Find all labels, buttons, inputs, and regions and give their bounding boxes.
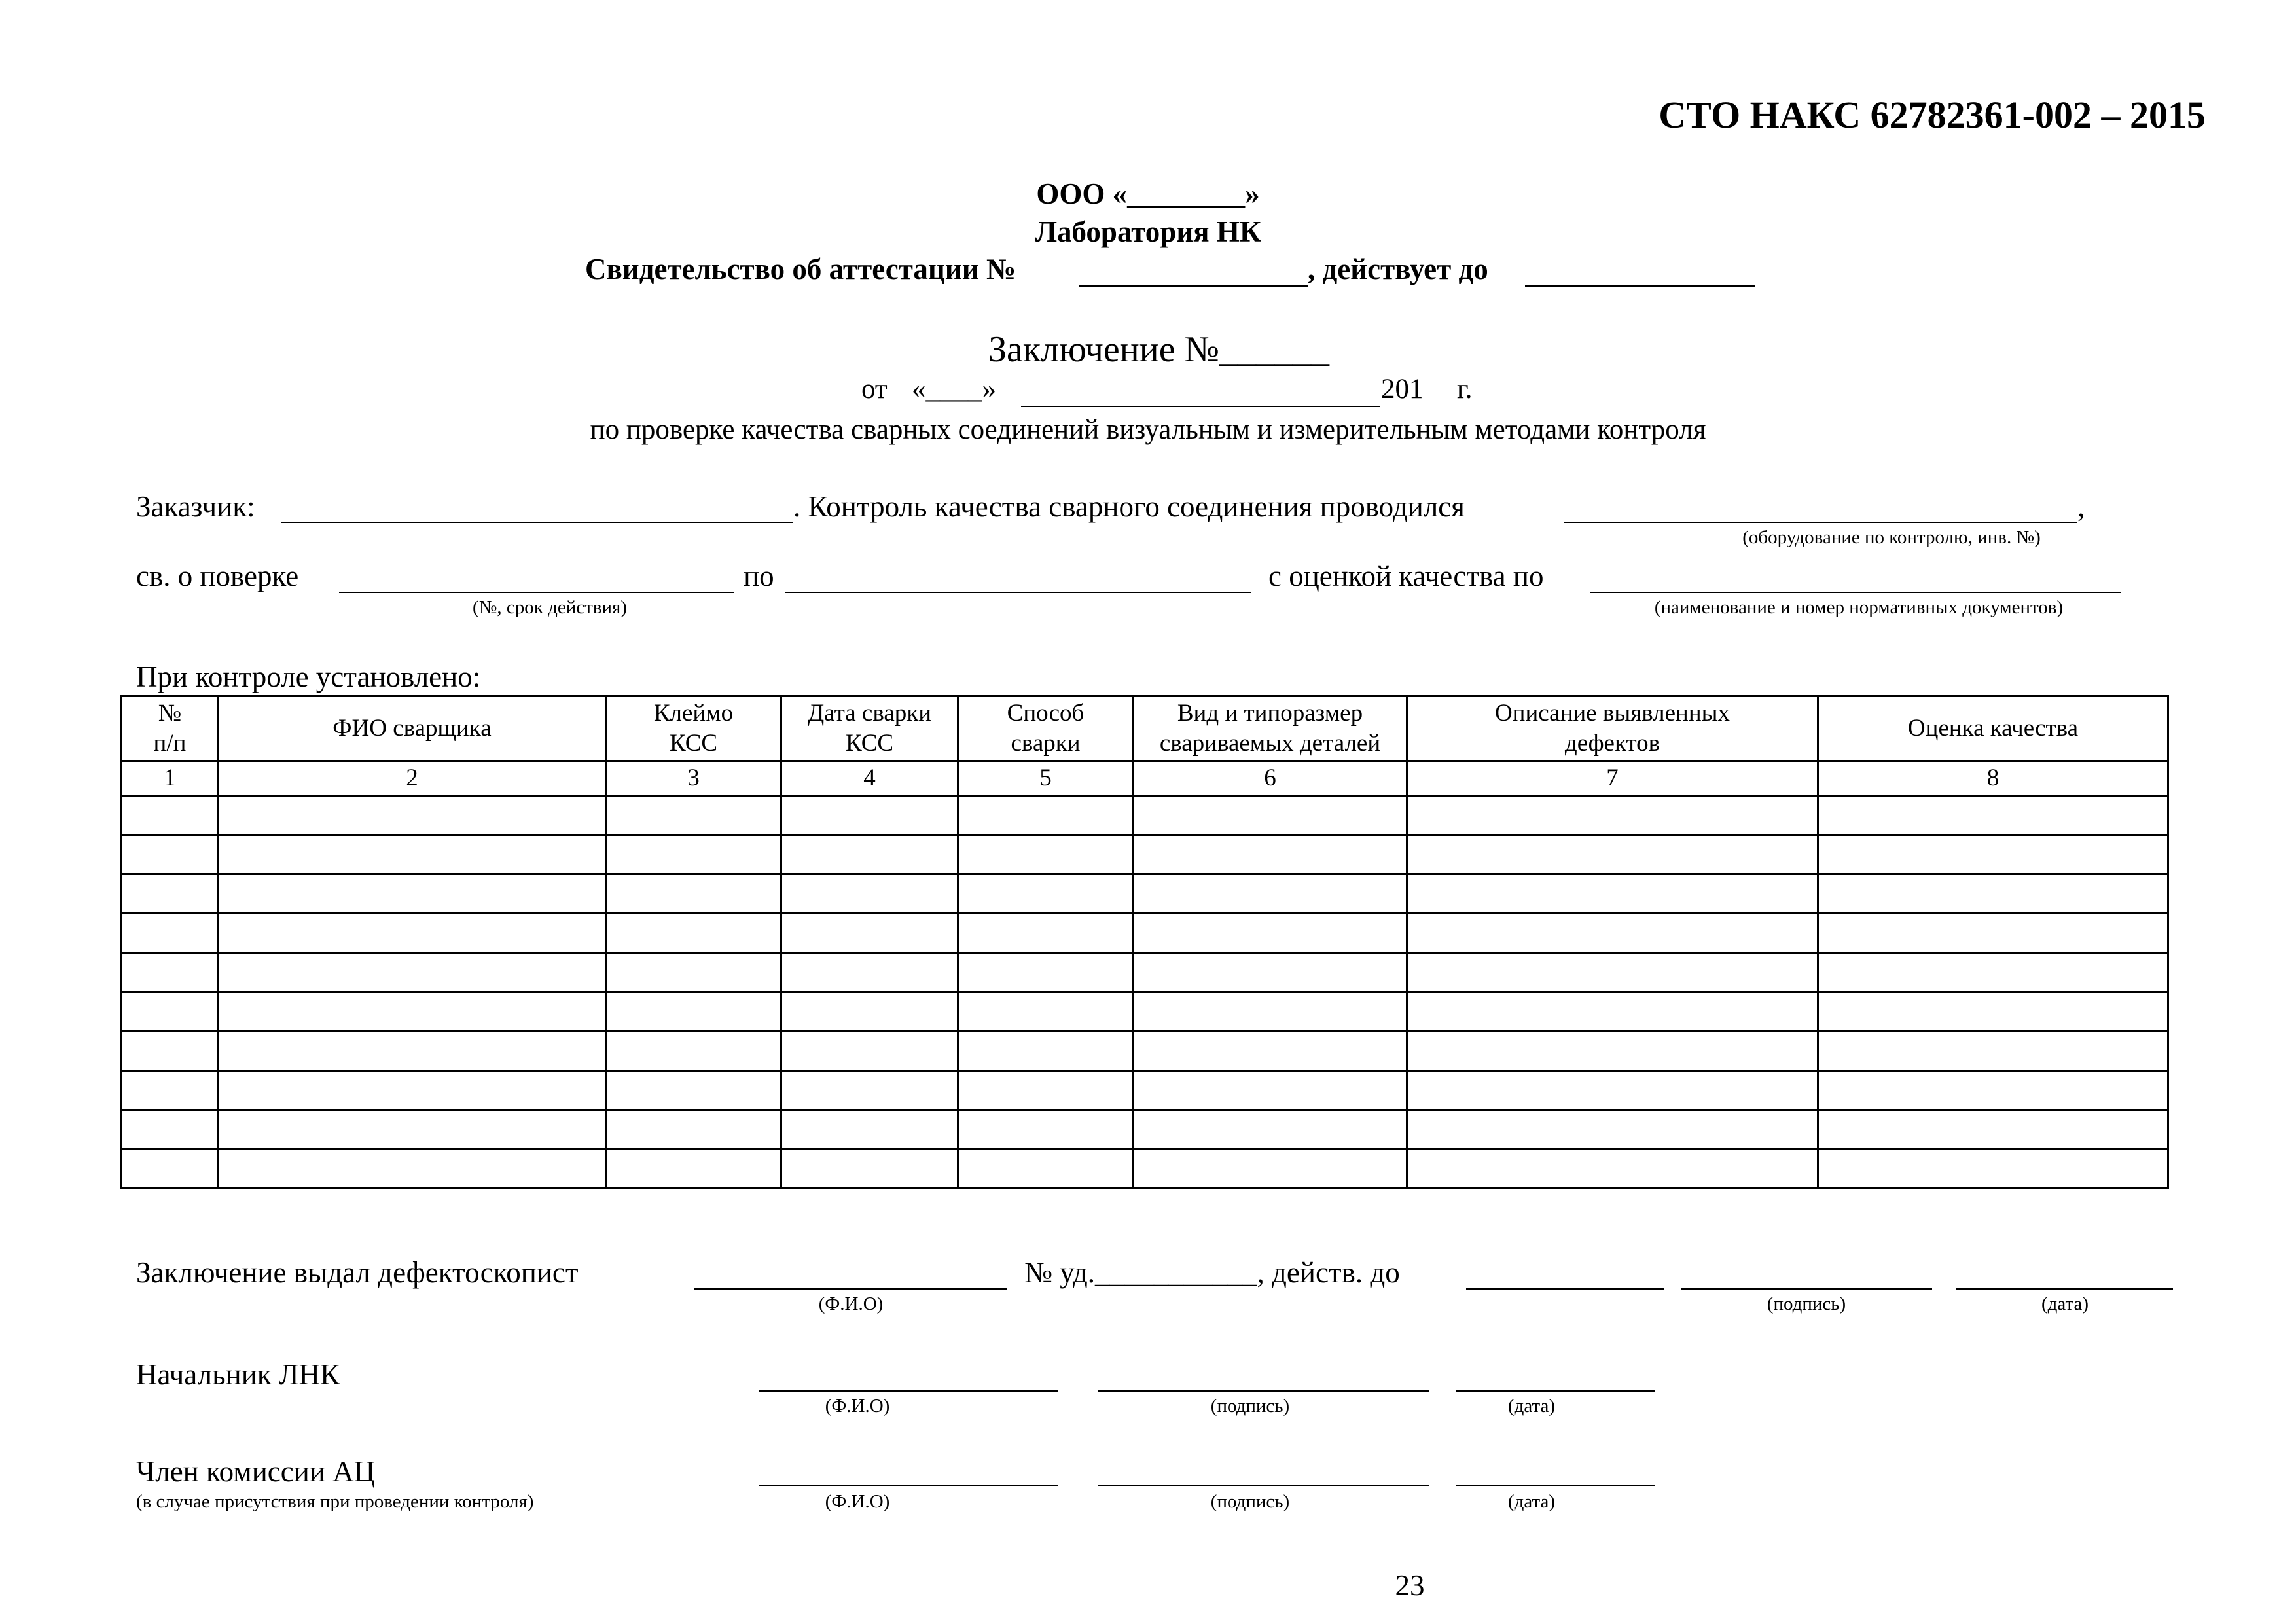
issuer-fio-caption: (Ф.И.О) <box>818 1293 884 1314</box>
table-cell <box>1818 1032 2168 1071</box>
issuer-label: Заключение выдал дефектоскопист <box>136 1256 579 1289</box>
table-cell <box>1818 914 2168 953</box>
member-sign-line <box>1098 1485 1429 1486</box>
table-cell <box>1134 992 1407 1032</box>
column-number: 4 <box>781 761 958 796</box>
table-cell <box>1407 1071 1818 1110</box>
table-cell <box>1407 992 1818 1032</box>
table-row <box>122 1149 2168 1189</box>
table-cell <box>958 1071 1134 1110</box>
member-note: (в случае присутствия при проведении контроля) <box>136 1491 534 1512</box>
column-number: 8 <box>1818 761 2168 796</box>
table-cell <box>219 875 606 914</box>
equipment-line <box>1564 522 2077 523</box>
table-row <box>122 1110 2168 1149</box>
table-cell <box>958 1110 1134 1149</box>
laboratory-name: Лаборатория НК <box>1035 215 1261 248</box>
certificate-valid-label: , действует до <box>1308 253 1488 285</box>
table-cell <box>122 1110 219 1149</box>
table-header-row <box>122 696 2168 761</box>
table-cell <box>781 914 958 953</box>
table-cell <box>1134 875 1407 914</box>
col-header-weld-method: Способ сварки <box>958 696 1134 761</box>
table-cell <box>606 953 781 992</box>
table-cell <box>122 1149 219 1189</box>
date-suffix: г. <box>1457 374 1473 405</box>
table-cell <box>606 1110 781 1149</box>
head-sign-caption: (подпись) <box>1210 1396 1290 1416</box>
table-cell <box>1407 796 1818 835</box>
table-cell <box>1134 914 1407 953</box>
table-cell <box>1407 1032 1818 1071</box>
table-cell <box>219 914 606 953</box>
issuer-sign-caption: (подпись) <box>1767 1293 1846 1314</box>
table-cell <box>606 835 781 875</box>
table-cell <box>958 835 1134 875</box>
table-cell <box>219 1032 606 1071</box>
table-cell <box>958 953 1134 992</box>
column-number-row <box>122 761 2168 796</box>
table-cell <box>1818 875 2168 914</box>
table-cell <box>122 992 219 1032</box>
table-cell <box>781 1032 958 1071</box>
customer-label: Заказчик: <box>136 490 255 523</box>
verification-label: св. о поверке <box>136 560 299 592</box>
control-text: . Контроль качества сварного соединения проводился <box>793 490 1465 523</box>
column-number: 6 <box>1134 761 1407 796</box>
table-cell <box>122 875 219 914</box>
equipment-caption: (оборудование по контролю, инв. №) <box>1742 527 2041 548</box>
table-row <box>122 992 2168 1032</box>
table-cell <box>1818 1071 2168 1110</box>
head-fio-caption: (Ф.И.О) <box>825 1396 890 1416</box>
table-cell <box>219 1071 606 1110</box>
col-header-number: № п/п <box>122 696 219 761</box>
table-cell <box>958 1149 1134 1189</box>
results-table <box>120 695 2169 1189</box>
table-cell <box>781 835 958 875</box>
date-day: «____» <box>912 374 996 405</box>
table-row <box>122 914 2168 953</box>
head-fio-line <box>759 1390 1058 1392</box>
table-cell <box>606 1149 781 1189</box>
col-header-welder-name: ФИО сварщика <box>219 696 606 761</box>
table-cell <box>1407 1149 1818 1189</box>
member-fio-line <box>759 1485 1058 1486</box>
column-number: 7 <box>1407 761 1818 796</box>
table-cell <box>219 1149 606 1189</box>
issuer-cert-label: № уд.___________, действ. до <box>1024 1256 1400 1289</box>
member-sign-caption: (подпись) <box>1210 1491 1290 1512</box>
date-month-line <box>1021 406 1380 407</box>
table-cell <box>781 992 958 1032</box>
table-cell <box>781 1110 958 1149</box>
table-cell <box>1818 953 2168 992</box>
table-cell <box>122 1071 219 1110</box>
table-cell <box>606 992 781 1032</box>
table-cell <box>606 875 781 914</box>
table-cell <box>1134 1032 1407 1071</box>
col-header-quality: Оценка качества <box>1818 696 2168 761</box>
certificate-valid-line <box>1525 285 1755 287</box>
table-cell <box>781 875 958 914</box>
column-number: 3 <box>606 761 781 796</box>
table-cell <box>1134 835 1407 875</box>
table-cell <box>1134 796 1407 835</box>
table-cell <box>219 953 606 992</box>
issuer-valid-line <box>1466 1288 1664 1290</box>
table-row <box>122 835 2168 875</box>
customer-line <box>281 522 793 523</box>
table-row <box>122 875 2168 914</box>
table-cell <box>122 1032 219 1071</box>
table-cell <box>1818 1110 2168 1149</box>
table-cell <box>219 796 606 835</box>
certificate-label: Свидетельство об аттестации № <box>585 253 1016 285</box>
column-number: 1 <box>122 761 219 796</box>
member-label: Член комиссии АЦ <box>136 1455 376 1488</box>
table-cell <box>219 1110 606 1149</box>
column-number: 2 <box>219 761 606 796</box>
table-row <box>122 796 2168 835</box>
issuer-fio-line <box>694 1288 1007 1290</box>
member-fio-caption: (Ф.И.О) <box>825 1491 890 1512</box>
head-label: Начальник ЛНК <box>136 1358 340 1391</box>
head-date-caption: (дата) <box>1507 1396 1556 1416</box>
column-number: 5 <box>958 761 1134 796</box>
table-cell <box>219 992 606 1032</box>
col-header-weld-date: Дата сварки КСС <box>781 696 958 761</box>
table-cell <box>122 796 219 835</box>
col-header-defects: Описание выявленных дефектов <box>1407 696 1818 761</box>
table-cell <box>1407 953 1818 992</box>
table-cell <box>606 796 781 835</box>
certificate-number-line <box>1079 285 1308 287</box>
established-label: При контроле установлено: <box>136 660 481 693</box>
date-from-label: от <box>861 374 888 405</box>
to-line <box>785 592 1251 593</box>
issuer-date-caption: (дата) <box>2041 1293 2089 1314</box>
col-header-part-type: Вид и типоразмер свариваемых деталей <box>1134 696 1407 761</box>
table-row <box>122 953 2168 992</box>
table-cell <box>781 953 958 992</box>
table-row <box>122 1071 2168 1110</box>
head-date-line <box>1456 1390 1655 1392</box>
table-cell <box>1134 1149 1407 1189</box>
table-cell <box>781 796 958 835</box>
to-label: по <box>744 560 774 592</box>
table-cell <box>958 796 1134 835</box>
table-cell <box>1818 1149 2168 1189</box>
table-cell <box>1407 875 1818 914</box>
table-cell <box>606 1071 781 1110</box>
date-year: 201 <box>1381 374 1424 405</box>
table-cell <box>122 835 219 875</box>
table-cell <box>606 914 781 953</box>
issuer-sign-line <box>1681 1288 1932 1290</box>
table-cell <box>219 835 606 875</box>
table-cell <box>958 992 1134 1032</box>
head-sign-line <box>1098 1390 1429 1392</box>
table-cell <box>1818 835 2168 875</box>
issuer-date-line <box>1956 1288 2173 1290</box>
document-code: СТО НАКС 62782361-002 – 2015 <box>1659 94 2206 136</box>
table-cell <box>958 914 1134 953</box>
table-cell <box>122 914 219 953</box>
table-cell <box>958 1032 1134 1071</box>
table-cell <box>1818 796 2168 835</box>
table-cell <box>1134 953 1407 992</box>
table-cell <box>781 1149 958 1189</box>
table-cell <box>1407 1110 1818 1149</box>
table-cell <box>781 1071 958 1110</box>
conclusion-title: Заключение №______ <box>988 329 1330 370</box>
table-cell <box>122 953 219 992</box>
verification-caption: (№, срок действия) <box>473 597 627 618</box>
member-date-line <box>1456 1485 1655 1486</box>
table-cell <box>1818 992 2168 1032</box>
company-name: ООО «________» <box>1036 177 1260 210</box>
member-date-caption: (дата) <box>1507 1491 1556 1512</box>
table-cell <box>958 875 1134 914</box>
table-cell <box>1134 1110 1407 1149</box>
page-number: 23 <box>1395 1569 1425 1602</box>
table-cell <box>1134 1071 1407 1110</box>
verification-line <box>339 592 734 593</box>
table-row <box>122 1032 2168 1071</box>
norm-docs-caption: (наименование и номер нормативных документов) <box>1654 597 2064 618</box>
col-header-stamp: Клеймо КСС <box>606 696 781 761</box>
comma: , <box>2077 490 2085 523</box>
norm-docs-line <box>1590 592 2121 593</box>
table-cell <box>606 1032 781 1071</box>
table-cell <box>1407 835 1818 875</box>
conclusion-subject: по проверке качества сварных соединений визуальным и измерительным методами контроля <box>590 414 1706 445</box>
table-cell <box>1407 914 1818 953</box>
quality-label: с оценкой качества по <box>1268 560 1544 592</box>
